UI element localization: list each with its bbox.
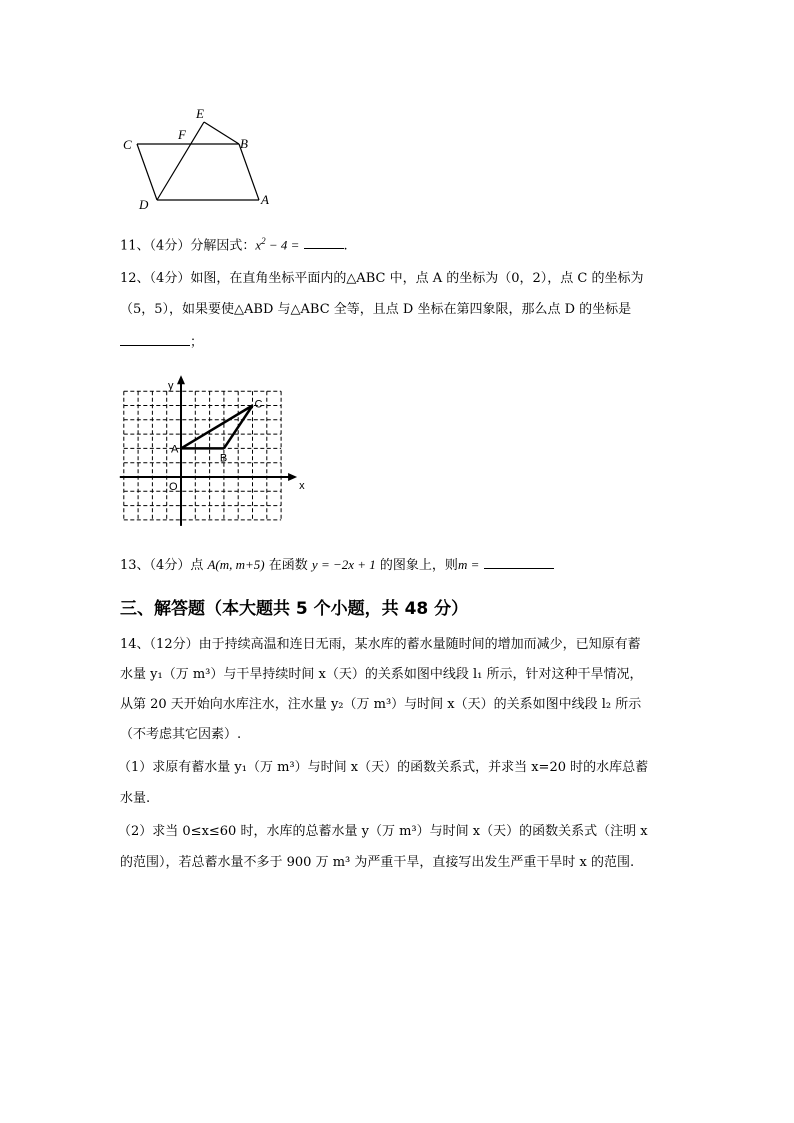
coordinate-grid-figure <box>115 360 305 540</box>
q11-answer-blank[interactable] <box>304 236 344 249</box>
q12-answer-blank[interactable] <box>120 333 190 346</box>
q11-expr-rest: − 4 = <box>265 237 300 253</box>
q12-line3-end: ； <box>190 335 204 350</box>
geometry-figure-parallelogram <box>115 100 285 215</box>
y-axis-label: y <box>168 380 174 393</box>
q11-expr-base: x <box>255 237 262 253</box>
x-axis-label: x <box>299 480 305 492</box>
point-A-label: A <box>171 443 179 456</box>
q13-func: y = −2x + 1 <box>311 557 376 572</box>
q11-end: . <box>343 238 348 254</box>
q13-answer-blank[interactable] <box>484 556 554 569</box>
question-14-part2-line2: 的范围），若总蓄水量不多于 900 万 m³ 为严重干旱，直接写出发生严重干旱时 x 的范围. <box>120 855 635 870</box>
point-C-label: C <box>254 398 263 411</box>
segment-AC <box>181 406 253 449</box>
question-12-line1: 12、（4分）如图，在直角坐标平面内的△ABC 中，点 A 的坐标为（0，2），点 C 的坐标为 <box>120 271 644 286</box>
label-A: A <box>261 192 269 207</box>
question-14-line2: 水量 y₁（万 m³）与干旱持续时间 x（天）的关系如图中线段 l₁ 所示，针对这种干旱情况， <box>120 667 643 682</box>
question-14-part2-line1: （2）求当 0≤x≤60 时，水库的总蓄水量 y（万 m³）与时间 x（天）的函数关系式（注明 x <box>118 824 648 839</box>
q11-number: 11、（4分）分解因式： <box>120 238 256 254</box>
q13-var: m = <box>457 557 480 572</box>
label-B: B <box>240 136 248 151</box>
q11-expr-sup: 2 <box>261 236 266 246</box>
x-axis-arrow-icon <box>288 473 297 481</box>
segment-CD <box>137 144 157 200</box>
question-13 <box>120 556 554 575</box>
label-C: C <box>123 137 132 152</box>
q13-prefix: 13、（4分）点 <box>120 558 204 573</box>
origin-label: O <box>169 481 178 493</box>
y-axis-arrow-icon <box>177 375 185 384</box>
question-14-line4: （不考虑其它因素）. <box>120 727 242 742</box>
question-14-line1: 14、（12分）由于持续高温和连日无雨，某水库的蓄水量随时间的增加而减少，已知原有蓄 <box>120 637 641 652</box>
point-B-label: B <box>219 452 228 465</box>
q13-mid: 在函数 <box>268 558 308 573</box>
question-14-part1-line1: （1）求原有蓄水量 y₁（万 m³）与时间 x（天）的函数关系式，并求当 x=20 时的水库总蓄 <box>118 760 649 775</box>
segment-EB <box>204 122 239 144</box>
label-E: E <box>196 106 204 121</box>
question-14-part1-line2: 水量. <box>120 791 151 806</box>
segment-BA <box>239 144 259 200</box>
question-12-line2: （5，5），如果要使△ABD 与△ABC 全等，且点 D 坐标在第四象限，那么点 D 的坐标是 <box>120 302 632 317</box>
q13-point: A(m, m+5) <box>207 557 265 572</box>
question-11 <box>120 232 348 255</box>
question-12-line3 <box>120 333 203 352</box>
question-14-line3: 从第 20 天开始向水库注水，注水量 y₂（万 m³）与时间 x（天）的关系如图中线段 l₂ 所示 <box>120 697 642 712</box>
label-D: D <box>139 197 149 212</box>
label-F: F <box>178 127 186 142</box>
q13-suffix: 的图象上，则 <box>379 558 458 573</box>
section-3-heading: 三、解答题（本大题共 5 个小题，共 48 分） <box>120 599 469 619</box>
